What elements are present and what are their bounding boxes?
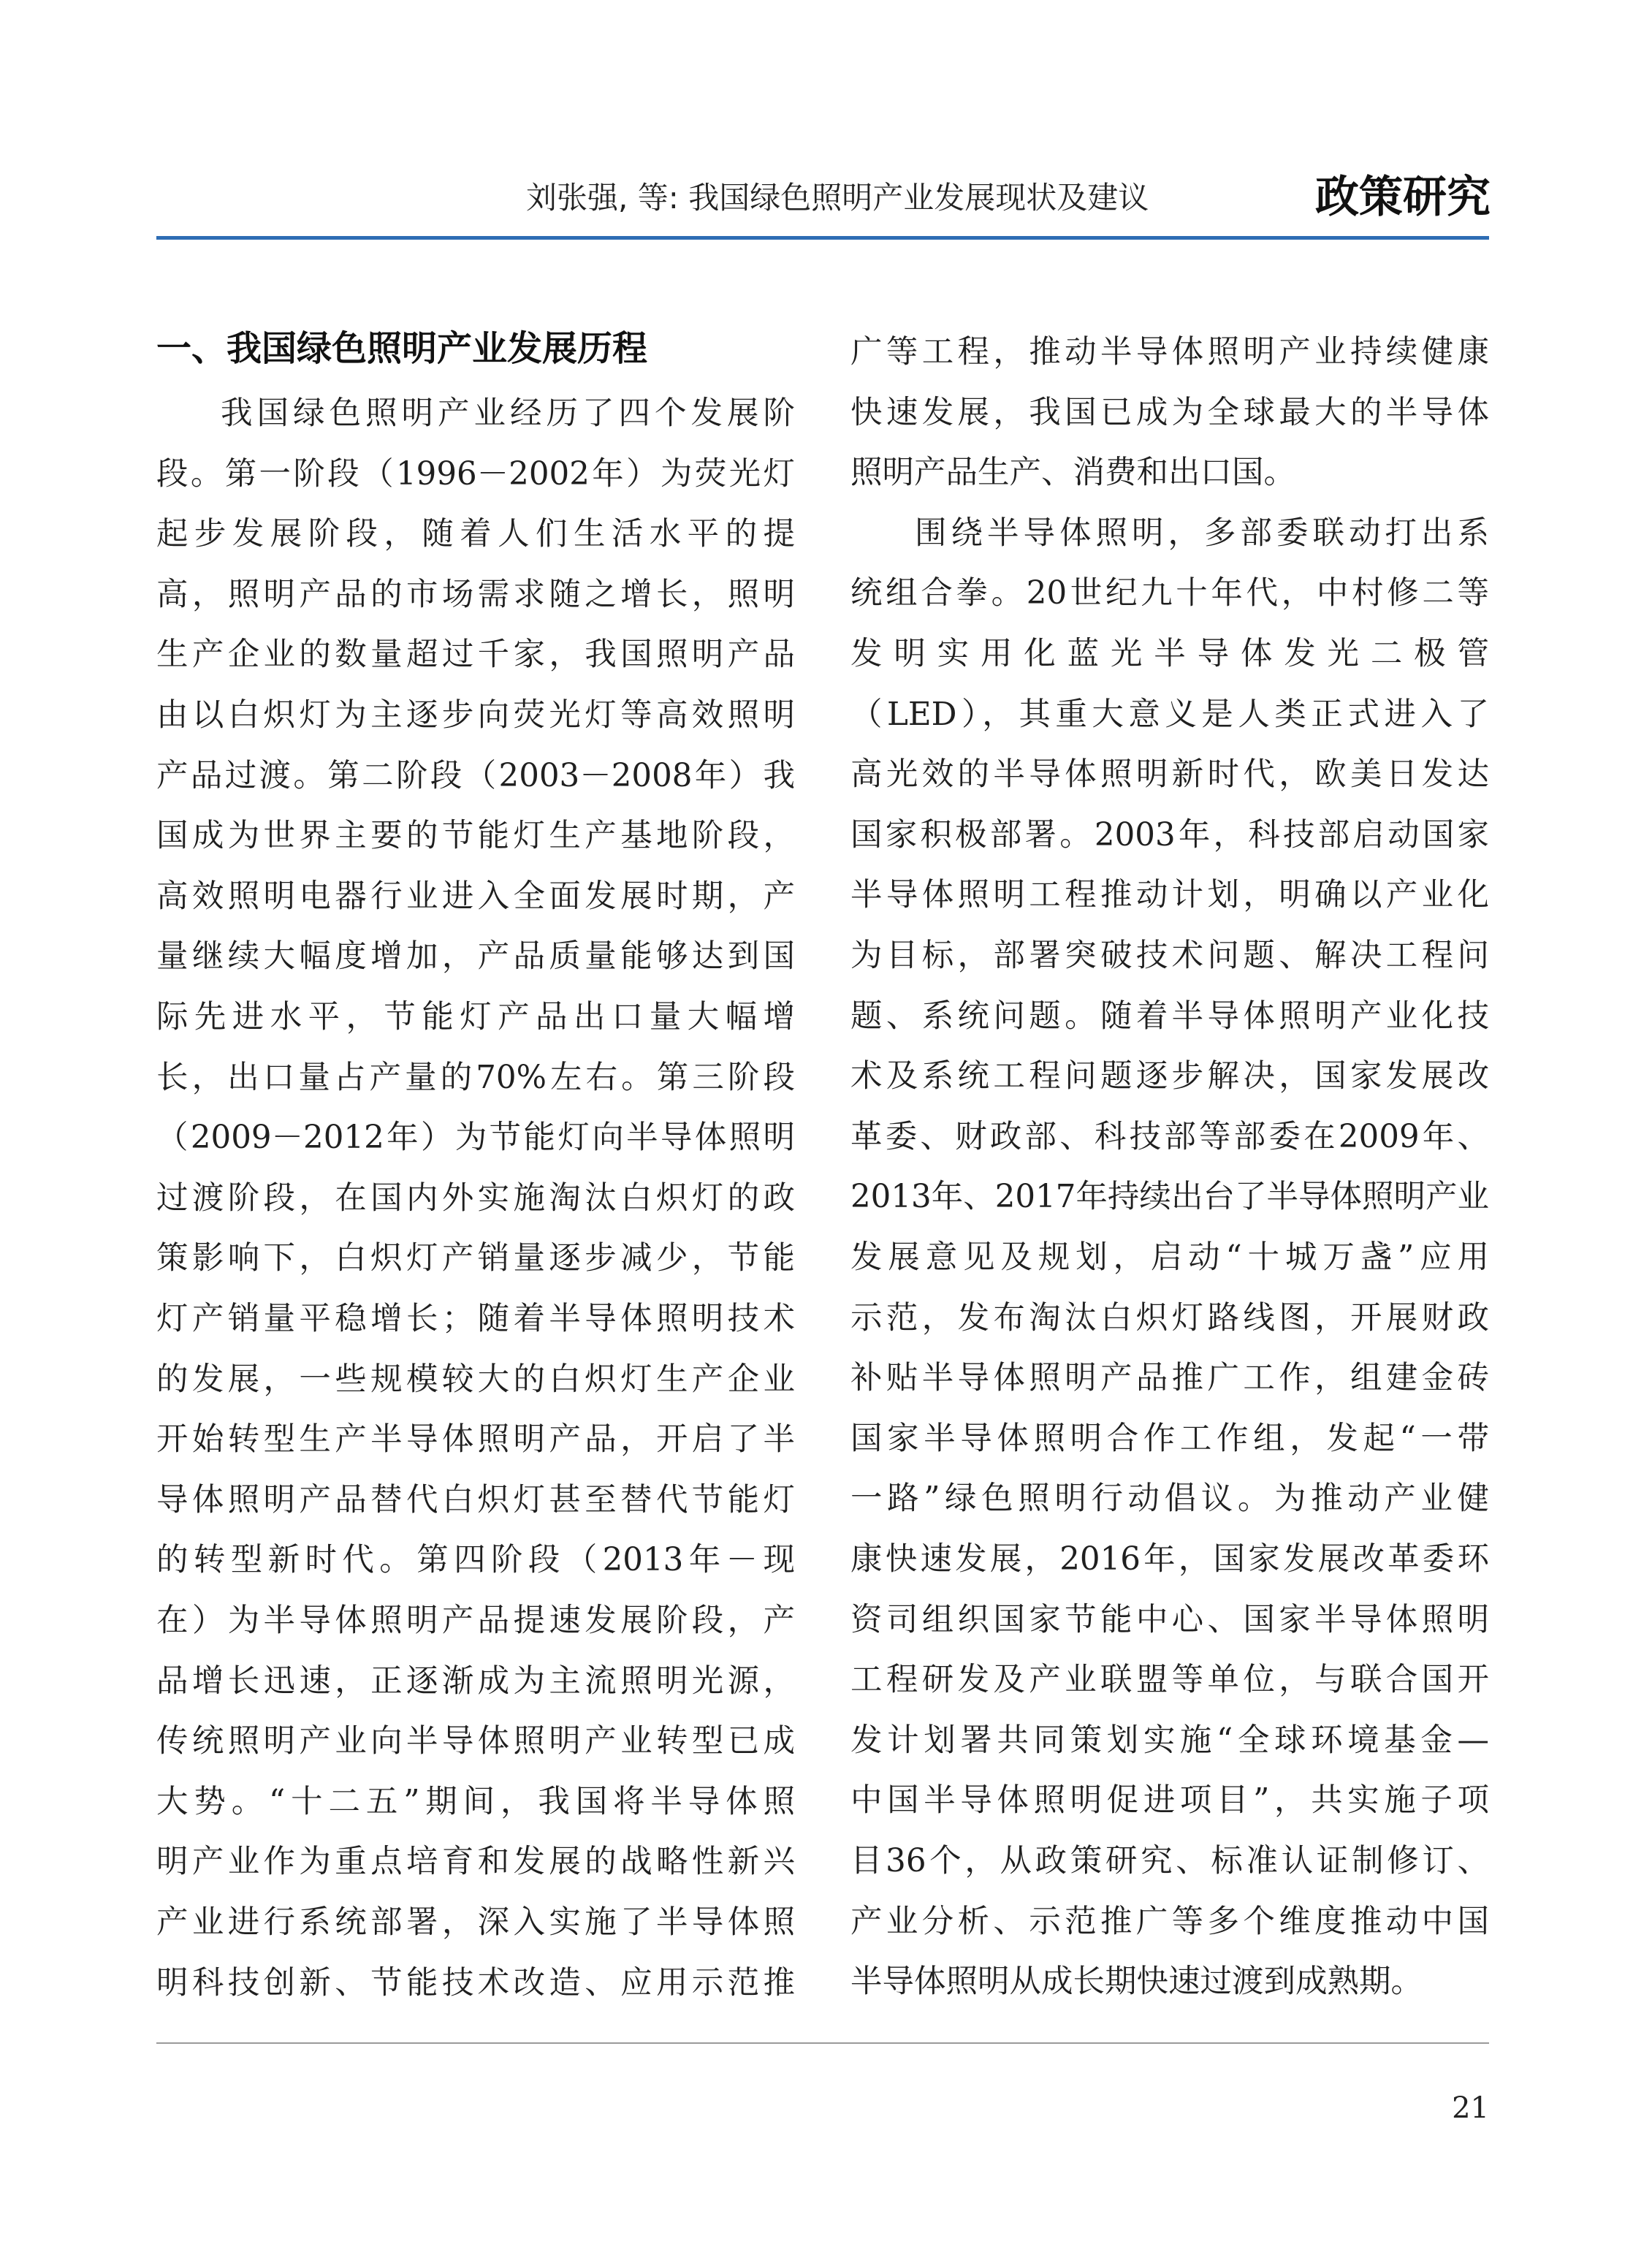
text-line: 段。第一阶段（1996－2002年）为荧光灯 [156,455,795,493]
text-line: 半导体照明从成长期快速过渡到成熟期。 [850,1963,1423,2001]
text-line: 一路”绿色照明行动倡议。为推动产业健 [850,1480,1489,1518]
running-title: 刘张强, 等: 我国绿色照明产业发展现状及建议 [526,180,1149,216]
text-line: 术及系统工程问题逐步解决，国家发展改 [850,1058,1489,1095]
text-line: 半导体照明工程推动计划，明确以产业化 [850,877,1489,914]
text-line: 际先进水平，节能灯产品出口量大幅增 [156,999,795,1035]
text-line: 产业进行系统部署，深入实施了半导体照 [156,1904,795,1941]
text-line: 的转型新时代。第四阶段（2013年－现 [156,1542,795,1579]
text-line: 补贴半导体照明产品推广工作，组建金砖 [850,1360,1489,1397]
text-line: 革委、财政部、科技部等部委在2009年、 [850,1118,1489,1155]
text-line: 康快速发展，2016年，国家发展改革委环 [850,1541,1489,1578]
text-line: 发展意见及规划，启动“十城万盏”应用 [850,1239,1489,1276]
text-line: 开始转型生产半导体照明产品，开启了半 [156,1421,795,1459]
text-line: 起步发展阶段，随着人们生活水平的提 [156,516,795,553]
text-line: 发计划署共同策划实施“全球环境基金— [850,1722,1489,1759]
page-number: 21 [1452,2091,1489,2125]
text-line: 过渡阶段，在国内外实施淘汰白炽灯的政 [156,1179,795,1217]
text-line: 高光效的半导体照明新时代，欧美日发达 [850,756,1489,794]
text-line: 国家积极部署。2003年，科技部启动国家 [850,816,1489,853]
text-line: 国成为世界主要的节能灯生产基地阶段， [156,818,795,855]
text-line: 高，照明产品的市场需求随之增长，照明 [156,576,795,613]
text-line: 导体照明产品替代白炽灯甚至替代节能灯 [156,1481,795,1518]
text-line: 照明产品生产、消费和出口国。 [850,455,1295,492]
header-divider [156,236,1489,240]
text-line: （LED），其重大意义是人类正式进入了 [850,696,1489,733]
text-line: 由以白炽灯为主逐步向荧光灯等高效照明 [156,697,795,734]
section-label: 政策研究 [1315,172,1491,223]
text-line: 品增长迅速，正逐渐成为主流照明光源， [156,1662,795,1700]
text-line: 目36个，从政策研究、标准认证制修订、 [850,1843,1489,1879]
text-line: 中国半导体照明促进项目”，共实施子项 [850,1782,1489,1819]
text-line: 大势。“十二五”期间，我国将半导体照 [156,1783,795,1820]
text-line: 为目标，部署突破技术问题、解决工程问 [850,938,1489,974]
text-line: 示范，发布淘汰白炽灯路线图，开展财政 [850,1299,1489,1336]
text-line: 量继续大幅度增加，产品质量能够达到国 [156,938,795,976]
text-line: 国家半导体照明合作工作组，发起“一带 [850,1420,1489,1457]
text-line: 我国绿色照明产业经历了四个发展阶 [221,395,795,432]
text-line: 明产业作为重点培育和发展的战略性新兴 [156,1844,795,1881]
text-line: 传统照明产业向半导体照明产业转型已成 [156,1723,795,1760]
section-heading: 一、我国绿色照明产业发展历程 [156,328,648,369]
text-line: 工程研发及产业联盟等单位，与联合国开 [850,1662,1489,1699]
text-line: 产品过渡。第二阶段（2003－2008年）我 [156,757,795,794]
text-line: （2009－2012年）为节能灯向半导体照明 [156,1119,795,1157]
text-line: 题、系统问题。随着半导体照明产业化技 [850,997,1489,1035]
text-line: 围绕半导体照明，多部委联动打出系 [915,514,1489,552]
text-line: 灯产销量平稳增长；随着半导体照明技术 [156,1301,795,1337]
text-line: 广等工程，推动半导体照明产业持续健康 [850,334,1489,370]
text-line: 快速发展，我国已成为全球最大的半导体 [850,394,1489,431]
text-line: 2013年、2017年持续出台了半导体照明产业 [850,1179,1489,1216]
text-line: 的发展，一些规模较大的白炽灯生产企业 [156,1361,795,1398]
text-line: 资司组织国家节能中心、国家半导体照明 [850,1601,1489,1638]
text-line: 产业分析、示范推广等多个维度推动中国 [850,1903,1489,1940]
text-line: 统组合拳。20世纪九十年代，中村修二等 [850,575,1489,612]
text-line: 发明实用化蓝光半导体发光二极管 [850,636,1489,672]
text-line: 长，出口量占产量的70%左右。第三阶段 [156,1059,795,1096]
footer-divider [156,2042,1489,2044]
text-line: 在）为半导体照明产品提速发展阶段，产 [156,1602,795,1639]
text-line: 高效照明电器行业进入全面发展时期，产 [156,878,795,915]
text-line: 明科技创新、节能技术改造、应用示范推 [156,1964,795,2001]
text-line: 生产企业的数量超过千家，我国照明产品 [156,636,795,674]
text-line: 策影响下，白炽灯产销量逐步减少，节能 [156,1240,795,1277]
